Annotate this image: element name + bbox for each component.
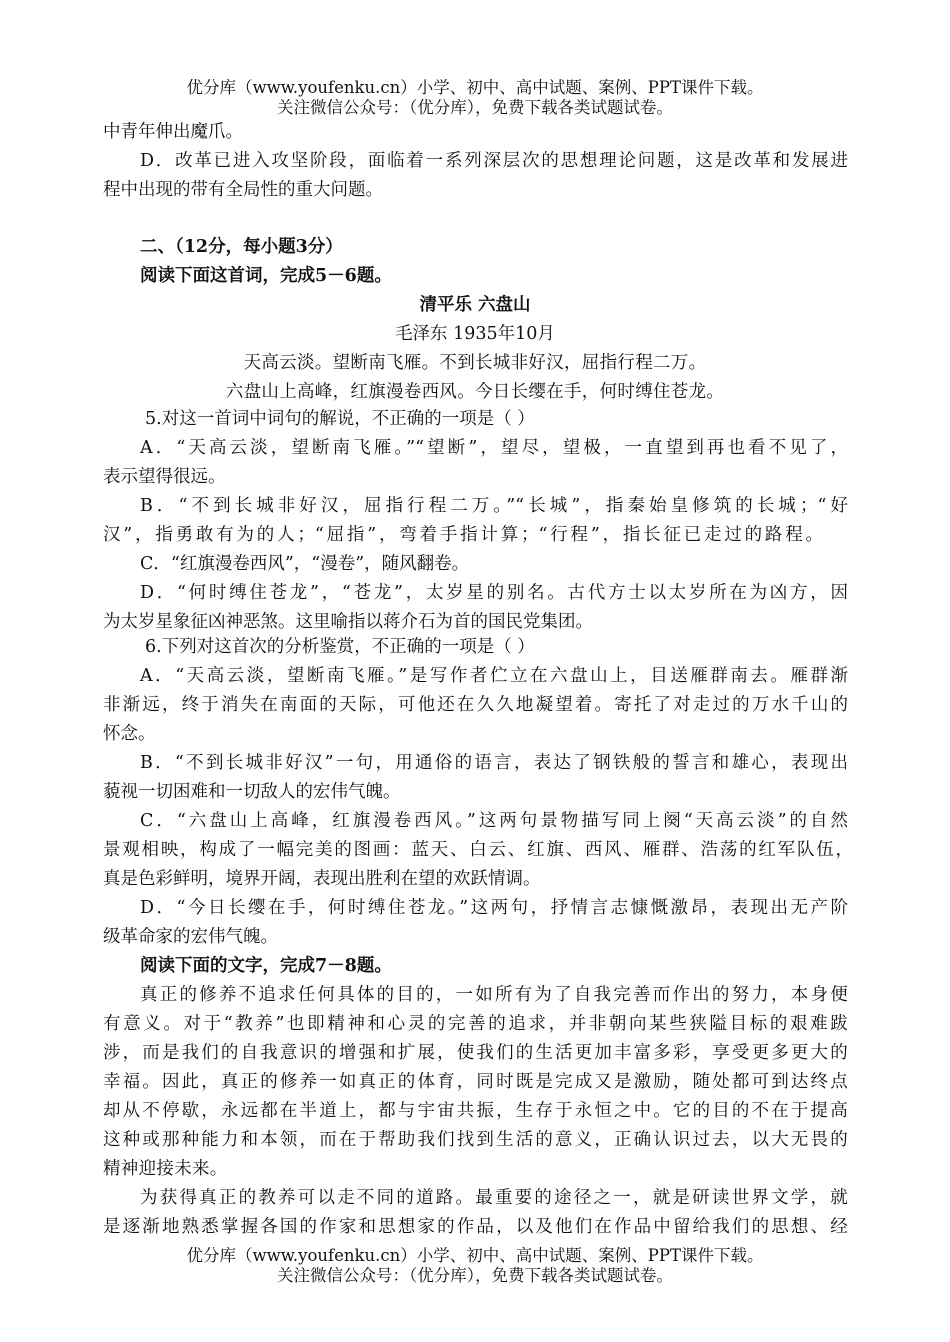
- passage-p1-line5: 却从不停歇，永远都在半道上，都与宇宙共振，生存于永恒之中。它的目的不在于提高: [103, 1101, 848, 1121]
- q5-option-d-line2: 为太岁星象征凶神恶煞。这里喻指以蒋介石为首的国民党集团。: [103, 612, 593, 632]
- footer-line-2: 关注微信公众号：（优分库），免费下载各类试题试卷。: [277, 1266, 673, 1285]
- q6-option-a-line2: 非渐远，终于消失在南面的天际，可他还在久久地凝望着。寄托了对走过的万水千山的: [103, 695, 848, 715]
- text-line: 中青年伸出魔爪。: [103, 122, 243, 142]
- poem-title: 清平乐 六盘山: [419, 295, 531, 315]
- read-instruction-7-8: 阅读下面的文字，完成7－8题。: [140, 956, 392, 976]
- passage-p1-line4: 幸福。因此，真正的修养一如真正的体育，同时既是完成又是激励，随处都可到达终点: [103, 1072, 848, 1092]
- poem-line-1: 天高云淡。望断南飞雁。不到长城非好汉，屈指行程二万。: [243, 353, 707, 373]
- passage-p1-line2: 有意义。对于“教养”也即精神和心灵的完善的追求，并非朝向某些狭隘目标的艰难跋: [103, 1014, 848, 1034]
- passage-p1-line1: 真正的修养不追求任何具体的目的，一如所有为了自我完善而作出的努力，本身便: [140, 985, 848, 1005]
- poem-line-2: 六盘山上高峰，红旗漫卷西风。今日长缨在手，何时缚住苍龙。: [225, 382, 725, 402]
- passage-p1-line3: 涉，而是我们的自我意识的增强和扩展，使我们的生活更加丰富多彩，享受更多更大的: [103, 1043, 848, 1063]
- q5-option-d-line1: D．“何时缚住苍龙”，“苍龙”，太岁星的别名。古代方士以太岁所在为凶方，因: [140, 583, 848, 603]
- section-2-instruction: 阅读下面这首词，完成5－6题。: [140, 266, 392, 286]
- passage-p2-line2: 是逐渐地熟悉掌握各国的作家和思想家的作品，以及他们在作品中留给我们的思想、经: [103, 1217, 848, 1237]
- passage-p1-line7: 精神迎接未来。: [103, 1159, 228, 1179]
- passage-p2-line1: 为获得真正的教养可以走不同的道路。最重要的途径之一，就是研读世界文学，就: [140, 1188, 848, 1208]
- footer-line-1: 优分库（www.youfenku.cn）小学、初中、高中试题、案例、PPT课件下载。: [186, 1246, 764, 1265]
- q5-option-b-line1: B．“不到长城非好汉，屈指行程二万。”“长城”，指秦始皇修筑的长城；“好: [140, 496, 848, 516]
- q6-option-b-line1: B．“不到长城非好汉”一句，用通俗的语言，表达了钢铁般的誓言和雄心，表现出: [140, 753, 848, 773]
- q6-option-c-line1: C．“六盘山上高峰，红旗漫卷西风。”这两句景物描写同上阕“天高云淡”的自然: [140, 811, 848, 831]
- header-line-1: 优分库（www.youfenku.cn）小学、初中、高中试题、案例、PPT课件下载。: [186, 78, 764, 97]
- q5-option-a-line1: A．“天高云淡，望断南飞雁。”“望断”，望尽，望极，一直望到再也看不见了，: [140, 438, 848, 458]
- section-2-title: 二、（12分，每小题3分）: [140, 237, 343, 257]
- passage-p1-line6: 这种或那种能力和本领，而在于帮助我们找到生活的意义，正确认识过去，以大无畏的: [103, 1130, 848, 1150]
- q6-option-c-line2: 景观相映，构成了一幅完美的图画：蓝天、白云、红旗、西风、雁群、浩荡的红军队伍，: [103, 840, 853, 860]
- q6-option-b-line2: 藐视一切困难和一切敌人的宏伟气魄。: [103, 782, 401, 802]
- option-d-line1: D．改革已进入攻坚阶段，面临着一系列深层次的思想理论问题，这是改革和发展进: [140, 151, 848, 171]
- poem-author: 毛泽东 1935年10月: [395, 324, 555, 344]
- q5-option-a-line2: 表示望得很远。: [103, 467, 226, 487]
- q6-option-a-line1: A．“天高云淡，望断南飞雁。”是写作者伫立在六盘山上，目送雁群南去。雁群渐: [140, 666, 848, 686]
- q5-option-b-line2: 汉”，指勇敢有为的人；“屈指”，弯着手指计算；“行程”，指长征已走过的路程。: [103, 525, 823, 545]
- q6-option-d-line1: D．“今日长缨在手，何时缚住苍龙。”这两句，抒情言志慷慨激昂，表现出无产阶: [140, 898, 848, 918]
- option-d-line2: 程中出现的带有全局性的重大问题。: [103, 180, 383, 200]
- q6-option-d-line2: 级革命家的宏伟气魄。: [103, 927, 278, 947]
- q6-option-c-line3: 真是色彩鲜明，境界开阔，表现出胜利在望的欢跃情调。: [103, 869, 541, 889]
- header-line-2: 关注微信公众号：（优分库），免费下载各类试题试卷。: [277, 98, 673, 117]
- question-6: 6.下列对这首次的分析鉴赏，不正确的一项是（ ）: [145, 637, 535, 657]
- q5-option-c: C．“红旗漫卷西风”，“漫卷”，随风翻卷。: [140, 554, 470, 574]
- question-5: 5.对这一首词中词句的解说，不正确的一项是（ ）: [145, 409, 535, 429]
- q6-option-a-line3: 怀念。: [103, 724, 156, 744]
